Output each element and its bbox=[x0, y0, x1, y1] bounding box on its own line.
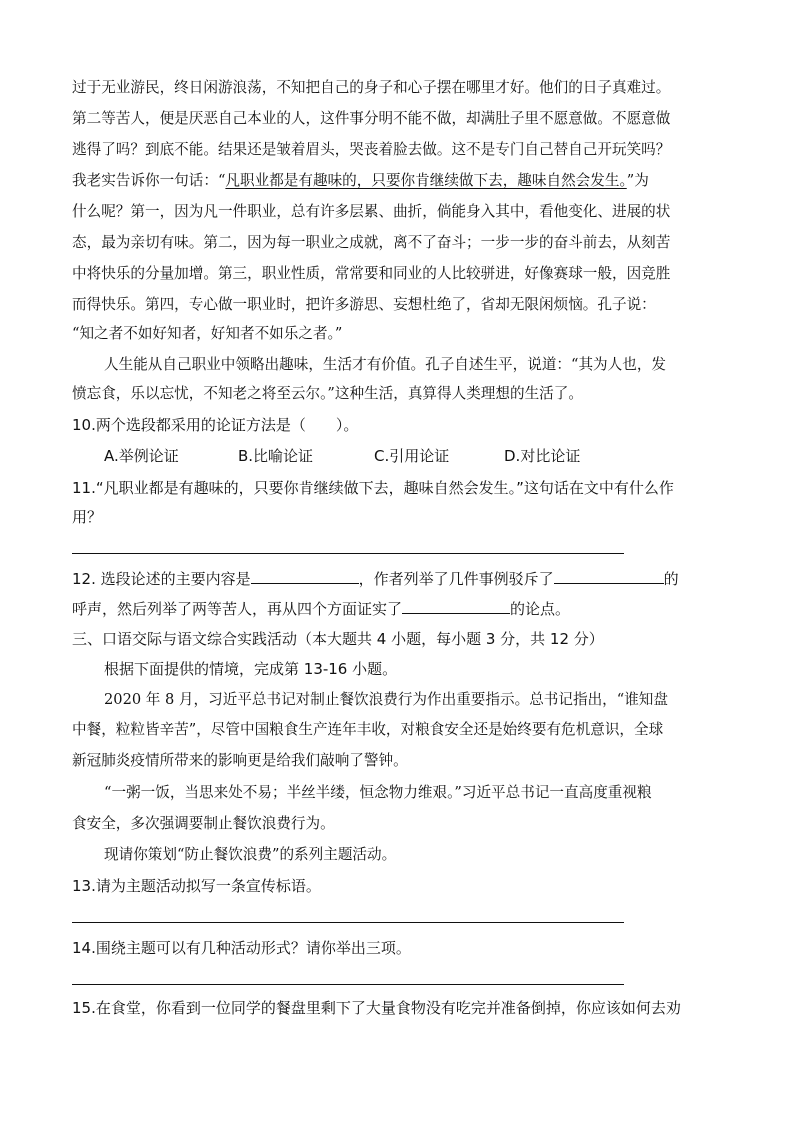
question-14-stem: 14.围绕主题可以有几种活动形式？请你举出三项。 bbox=[72, 939, 411, 957]
passage-line: 第二等苦人，便是厌恶自己本业的人，这件事分明不能不做，却满肚子里不愿意做。不愿意做 bbox=[72, 110, 671, 127]
context-line: 新冠肺炎疫情所带来的影响更是给我们敲响了警钟。 bbox=[72, 752, 408, 769]
option-d[interactable]: D.对比论证 bbox=[504, 447, 581, 465]
question-12-line-2 bbox=[72, 598, 570, 619]
q12-text: 12. 选段论述的主要内容是 bbox=[72, 570, 251, 588]
passage-line: 什么呢？第一，因为凡一件职业，总有许多层累、曲折，倘能身入其中，看他变化、进展的状 bbox=[72, 203, 671, 220]
question-11-stem-cont: 用？ bbox=[72, 508, 103, 526]
section-3-heading: 三、口语交际与语文综合实践活动（本大题共 4 小题，每小题 3 分，共 12 分） bbox=[72, 630, 604, 648]
question-15-stem: 15.在食堂，你看到一位同学的餐盘里剩下了大量食物没有吃完并准备倒掉，你应该如何去劝 bbox=[72, 999, 681, 1017]
answer-line-13[interactable] bbox=[72, 922, 624, 923]
q12-text: 的论点。 bbox=[510, 600, 571, 618]
blank-argument[interactable] bbox=[402, 598, 510, 614]
passage-line: 中将快乐的分量加增。第三，职业性质，常常要和同业的人比较骈进，好像赛球一般，因竞胜 bbox=[72, 265, 671, 282]
q12-text: ，作者列举了几件事例驳斥了 bbox=[358, 570, 554, 588]
passage-text: ”为 bbox=[626, 172, 649, 189]
context-line: 2020 年 8 月，习近平总书记对制止餐饮浪费行为作出重要指示。总书记指出，“谁知盘 bbox=[104, 691, 668, 708]
passage-line: 人生能从自己职业中领略出趣味，生活才有价值。孔子自述生平，说道：“其为人也，发 bbox=[104, 356, 667, 373]
passage-line: “知之者不如好知者，好知者不如乐之者。” bbox=[72, 325, 343, 342]
answer-line-14[interactable] bbox=[72, 984, 624, 985]
question-12-line-1 bbox=[72, 568, 679, 589]
passage-line: 态，最为亲切有味。第二，因为每一职业之成就，离不了奋斗；一步一步的奋斗前去，从刻苦 bbox=[72, 234, 671, 251]
blank-refuted-voice[interactable] bbox=[554, 568, 664, 584]
option-a[interactable]: A.举例论证 bbox=[104, 447, 179, 465]
blank-main-content[interactable] bbox=[251, 568, 359, 584]
passage-line: 过于无业游民，终日闲游浪荡，不知把自己的身子和心子摆在哪里才好。他们的日子真难过。 bbox=[72, 79, 671, 96]
option-b[interactable]: B.比喻论证 bbox=[238, 447, 314, 465]
option-c[interactable]: C.引用论证 bbox=[374, 447, 450, 465]
passage-line: 而得快乐。第四，专心做一职业时，把许多游思、妄想杜绝了，省却无限闲烦恼。孔子说： bbox=[72, 296, 656, 313]
context-line: 食安全，多次强调要制止餐饮浪费行为。 bbox=[72, 815, 335, 832]
context-line: 中餐，粒粒皆辛苦”，尽管中国粮食生产连年丰收，对粮食安全还是始终要有危机意识，全球 bbox=[72, 721, 664, 738]
q12-text: 的 bbox=[663, 570, 679, 588]
question-10-stem: 10.两个选段都采用的论证方法是（ ）。 bbox=[72, 416, 359, 434]
context-line: “一粥一饭，当思来处不易；半丝半缕，恒念物力维艰。”习近平总书记一直高度重视粮 bbox=[104, 784, 652, 801]
section-3-intro: 根据下面提供的情境，完成第 13-16 小题。 bbox=[104, 660, 398, 678]
question-13-stem: 13.请为主题活动拟写一条宣传标语。 bbox=[72, 877, 321, 895]
underlined-quote: 凡职业都是有趣味的，只要你肯继续做下去，趣味自然会发生。 bbox=[225, 172, 627, 189]
context-task: 现请你策划“防止餐饮浪费”的系列主题活动。 bbox=[104, 846, 397, 863]
passage-line: 逃得了吗？到底不能。结果还是皱着眉头，哭丧着脸去做。这不是专门自己替自己开玩笑吗？ bbox=[72, 141, 671, 158]
passage-line-quote bbox=[72, 171, 649, 191]
answer-line-11[interactable] bbox=[72, 553, 624, 554]
passage-line: 愤忘食，乐以忘忧，不知老之将至云尔。”这种生活，真算得人类理想的生活了。 bbox=[72, 385, 583, 402]
q12-text: 呼声，然后列举了两等苦人，再从四个方面证实了 bbox=[72, 600, 403, 618]
passage-text: 我老实告诉你一句话：“ bbox=[72, 172, 226, 189]
question-11-stem: 11.“凡职业都是有趣味的，只要你肯继续做下去，趣味自然会发生。”这句话在文中有什么作 bbox=[72, 479, 674, 497]
